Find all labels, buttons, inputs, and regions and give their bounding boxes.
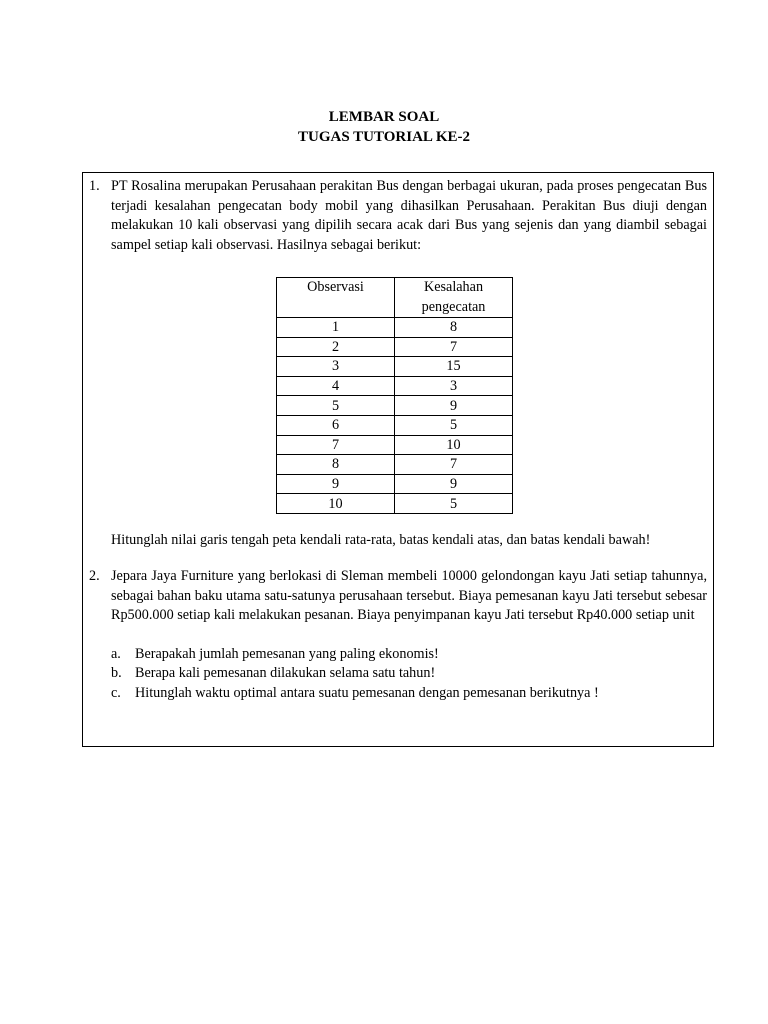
question-1-number: 1. <box>89 178 100 194</box>
table-cell: 4 <box>277 376 395 396</box>
table-cell: 3 <box>395 376 513 396</box>
table-cell: 7 <box>395 337 513 357</box>
table-row <box>277 337 513 357</box>
question-2c-text: Hitunglah waktu optimal antara suatu pemesanan dengan pemesanan berikutnya ! <box>135 685 599 701</box>
table-row <box>277 396 513 416</box>
table-cell: 5 <box>277 396 395 416</box>
table-cell: 9 <box>395 474 513 494</box>
question-2-text: Jepara Jaya Furniture yang berlokasi di Sleman membeli 10000 gelondongan kayu Jati setiap tahunnya, sebagai bahan baku utama satu-satunya perusahaan tersebut. Biaya pemesanan kayu Jati tersebut sebesar Rp500.000 setiap kali melakukan pesanan. Biaya penyimpanan kayu Jati tersebut Rp40.000 setiap unit <box>111 568 707 623</box>
table-row <box>277 318 513 338</box>
table-cell: 9 <box>395 396 513 416</box>
table-cell: 10 <box>277 494 395 514</box>
table-row <box>277 415 513 435</box>
table-cell: 8 <box>395 318 513 338</box>
question-2-number: 2. <box>89 568 100 584</box>
table-cell: 1 <box>277 318 395 338</box>
table-row <box>277 455 513 475</box>
question-2b-text: Berapa kali pemesanan dilakukan selama satu tahun! <box>135 665 436 681</box>
table-cell: 9 <box>277 474 395 494</box>
question-1-text: PT Rosalina merupakan Perusahaan perakitan Bus dengan berbagai ukuran, pada proses pengecatan Bus terjadi kesalahan pengecatan body mobil yang dihasilkan Perusahaan. Perakitan Bus diuji dengan melakukan 10 kali observasi yang dipilih secara acak dari Bus yang sejenis dan yang diambil sebagai sampel setiap kali observasi. Hasilnya sebagai berikut: <box>111 178 707 253</box>
table-cell: 10 <box>395 435 513 455</box>
question-2b-label: b. <box>111 665 122 681</box>
table-cell: 5 <box>395 494 513 514</box>
observation-table <box>276 277 513 514</box>
page-title: LEMBAR SOAL <box>328 109 440 125</box>
table-row <box>277 494 513 514</box>
page-subtitle: TUGAS TUTORIAL KE-2 <box>298 129 470 145</box>
question-1-instruction: Hitunglah nilai garis tengah peta kendali rata-rata, batas kendali atas, dan batas kendali bawah! <box>111 532 651 548</box>
table-cell: 7 <box>277 435 395 455</box>
question-2c-label: c. <box>111 685 121 701</box>
question-2a-text: Berapakah jumlah pemesanan yang paling ekonomis! <box>135 646 439 662</box>
table-cell: 2 <box>277 337 395 357</box>
table-cell: 7 <box>395 455 513 475</box>
table-cell: 15 <box>395 357 513 377</box>
question-2a-label: a. <box>111 646 121 662</box>
table-row <box>277 376 513 396</box>
table-cell: 8 <box>277 455 395 475</box>
table-row <box>277 474 513 494</box>
table-row <box>277 435 513 455</box>
table-cell: 6 <box>277 415 395 435</box>
header-observasi: Observasi <box>277 278 395 318</box>
table-header-row <box>277 278 513 318</box>
header-kesalahan: Kesalahan pengecatan <box>395 278 513 318</box>
table-cell: 5 <box>395 415 513 435</box>
table-row <box>277 357 513 377</box>
table-cell: 3 <box>277 357 395 377</box>
